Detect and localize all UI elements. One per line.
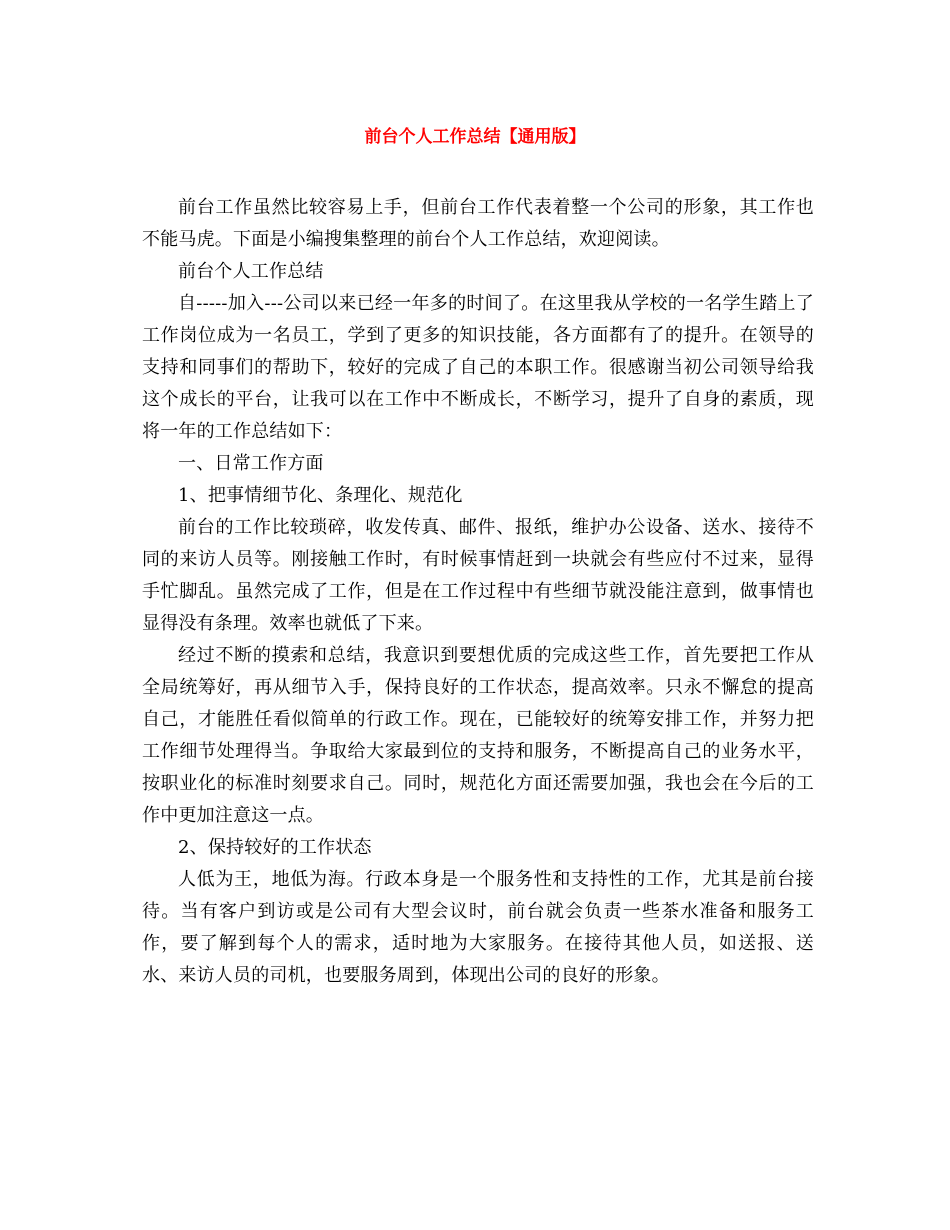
subheading-detail-oriented: 1、把事情细节化、条理化、规范化 (178, 485, 463, 506)
paragraph-opening: 自-----加入---公司以来已经一年多的时间了。在这里我从学校的一名学生踏上了工作岗位成为一名员工，学到了更多的知识技能，各方面都有了的提升。在领导的支持和同事们的帮助下，较好的完成了自己的本职工作。很感谢当初公司领导给我这个成长的平台，让我可以在工作中不断成长，不断学习，提升了自身的素质，现将一年的工作总结如下： (142, 293, 814, 442)
paragraph-improvement: 经过不断的摸索和总结，我意识到要想优质的完成这些工作，首先要把工作从全局统筹好，再从细节入手，保持良好的工作状态，提高效率。只永不懈怠的提高自己，才能胜任看似简单的行政工作。现在，已能较好的统筹安排工作，并努力把工作细节处理得当。争取给大家最到位的支持和服务，不断提高自己的业务水平，按职业化的标准时刻要求自己。同时，规范化方面还需要加强，我也会在今后的工作中更加注意这一点。 (142, 645, 814, 826)
document-body (142, 192, 814, 992)
subheading-work-state: 2、保持较好的工作状态 (178, 837, 372, 858)
document-title: 前台个人工作总结【通用版】 (364, 127, 586, 147)
section-heading-daily-work: 一、日常工作方面 (178, 453, 324, 474)
paragraph-intro: 前台工作虽然比较容易上手，但前台工作代表着整一个公司的形象，其工作也不能马虎。下面是小编搜集整理的前台个人工作总结，欢迎阅读。 (142, 197, 814, 250)
paragraph-subtitle: 前台个人工作总结 (178, 261, 324, 282)
paragraph-reception-duties: 前台的工作比较琐碎，收发传真、邮件、报纸，维护办公设备、送水、接待不同的来访人员等。刚接触工作时，有时候事情赶到一块就会有些应付不过来，显得手忙脚乱。虽然完成了工作，但是在工作过程中有些细节就没能注意到，做事情也显得没有条理。效率也就低了下来。 (142, 517, 814, 634)
paragraph-service: 人低为王，地低为海。行政本身是一个服务性和支持性的工作，尤其是前台接待。当有客户到访或是公司有大型会议时，前台就会负责一些茶水准备和服务工作，要了解到每个人的需求，适时地为大家服务。在接待其他人员，如送报、送水、来访人员的司机，也要服务周到，体现出公司的良好的形象。 (142, 869, 814, 986)
